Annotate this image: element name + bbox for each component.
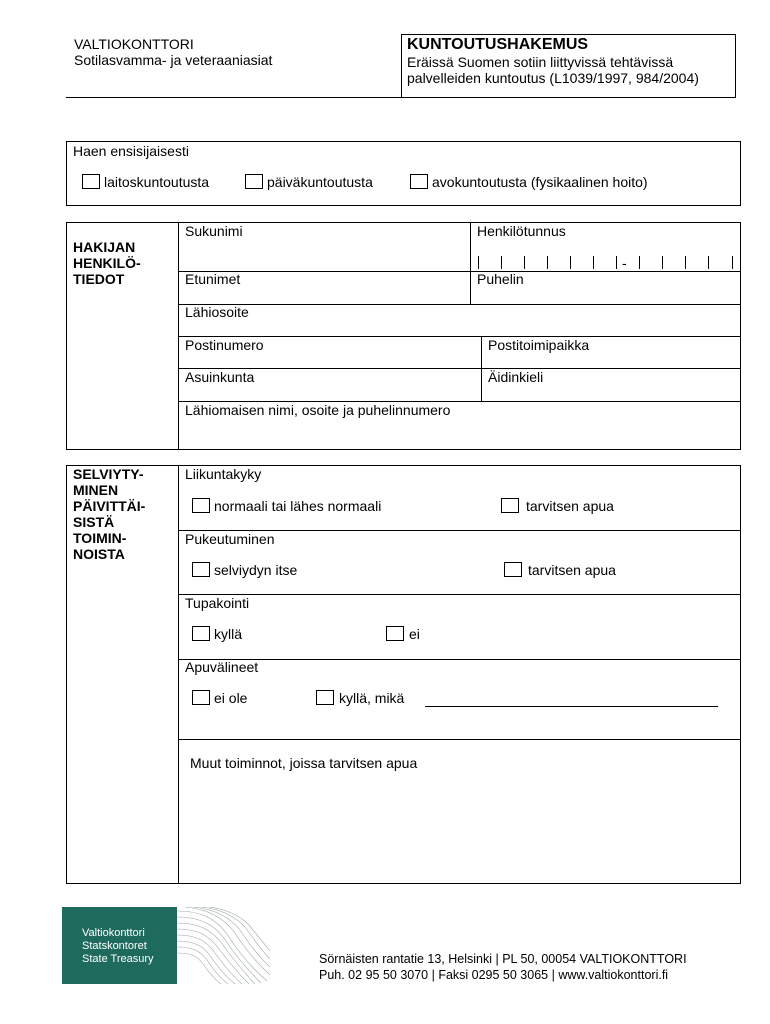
daycare-checkbox[interactable]: [245, 174, 263, 189]
dressing-help-label: tarvitsen apua: [528, 562, 616, 578]
header-rule: [66, 97, 402, 98]
postcode-label: Postinumero: [185, 337, 264, 353]
logo-wave-pattern: [177, 907, 270, 984]
smoking-yes-checkbox[interactable]: [192, 626, 210, 641]
row-rule: [178, 659, 741, 660]
form-subtitle-2: palvelleiden kuntoutus (L1039/1997, 984/2004): [407, 70, 699, 86]
applicant-heading-2: HENKILÖ-: [73, 255, 141, 271]
form-title-box: [401, 34, 736, 98]
daily-heading-4: SISTÄ: [73, 514, 115, 530]
dressing-self-label: selviydyn itse: [214, 562, 298, 578]
smoking-no-label: ei: [409, 626, 420, 642]
dressing-self-checkbox[interactable]: [192, 562, 210, 577]
priority-section: [66, 141, 741, 206]
row-rule: [178, 304, 741, 305]
mobility-normal-checkbox[interactable]: [192, 498, 210, 513]
footer-address: Sörnäisten rantatie 13, Helsinki | PL 50, 00054 VALTIOKONTTORI: [319, 952, 687, 966]
aids-yes-checkbox[interactable]: [316, 690, 334, 705]
surname-label: Sukunimi: [185, 223, 243, 239]
smoking-yes-label: kyllä: [214, 626, 243, 642]
row-rule: [178, 271, 741, 272]
aids-none-label: ei ole: [214, 690, 248, 706]
daily-heading-3: PÄIVITTÄI-: [73, 498, 146, 514]
post-office-label: Postitoimipaikka: [488, 337, 590, 353]
outpatient-checkbox[interactable]: [410, 174, 428, 189]
form-subtitle-1: Eräissä Suomen sotiin liittyvissä tehtävissä: [407, 54, 674, 70]
phone-label: Puhelin: [477, 271, 524, 287]
municipality-label: Asuinkunta: [185, 369, 255, 385]
form-title: KUNTOUTUSHAKEMUS: [407, 36, 589, 53]
org-subtitle: Sotilasvamma- ja veteraaniasiat: [74, 52, 273, 68]
mobility-help-label: tarvitsen apua: [526, 498, 614, 514]
row-rule: [178, 368, 741, 369]
logo-text-2: Statskontoret: [82, 940, 147, 952]
daily-heading-1: SELVIYTY-: [73, 466, 144, 482]
daily-heading-6: NOISTA: [73, 546, 125, 562]
mobility-normal-label: normaali tai lähes normaali: [214, 498, 382, 514]
ssn-dash: -: [622, 255, 627, 271]
inpatient-checkbox[interactable]: [82, 174, 100, 189]
aids-description-line[interactable]: [425, 706, 718, 707]
mobility-label: Liikuntakyky: [185, 466, 262, 482]
row-rule: [178, 739, 741, 740]
street-address-label: Lähiosoite: [185, 304, 249, 320]
aids-yes-label: kyllä, mikä: [339, 690, 405, 706]
dressing-label: Pukeutuminen: [185, 531, 275, 547]
inpatient-label: laitoskuntoutusta: [104, 174, 210, 190]
mobility-help-checkbox[interactable]: [501, 498, 519, 513]
ssn-input[interactable]: [471, 255, 741, 271]
row-rule: [178, 594, 741, 595]
org-name: VALTIOKONTTORI: [74, 36, 194, 52]
other-activities-label: Muut toiminnot, joissa tarvitsen apua: [190, 755, 418, 771]
aids-none-checkbox[interactable]: [192, 690, 210, 705]
aids-label: Apuvälineet: [185, 659, 259, 675]
smoking-no-checkbox[interactable]: [386, 626, 404, 641]
other-activities-field[interactable]: [179, 775, 739, 881]
ssn-label: Henkilötunnus: [477, 223, 566, 239]
logo-block: [62, 907, 177, 984]
state-treasury-logo: [62, 907, 270, 984]
applicant-heading-1: HAKIJAN: [73, 239, 136, 255]
daycare-label: päiväkuntoutusta: [267, 174, 373, 190]
daily-heading-5: TOIMIN-: [73, 530, 127, 546]
priority-title: Haen ensisijaisesti: [73, 143, 189, 159]
daily-heading-2: MINEN: [73, 482, 119, 498]
relative-label: Lähiomaisen nimi, osoite ja puhelinnumero: [185, 402, 451, 418]
footer-contact: Puh. 02 95 50 3070 | Faksi 0295 50 3065 | www.valtiokonttori.fi: [319, 968, 669, 982]
first-names-label: Etunimet: [185, 271, 241, 287]
logo-text-3: State Treasury: [82, 953, 154, 965]
mother-tongue-label: Äidinkieli: [488, 369, 544, 385]
dressing-help-checkbox[interactable]: [504, 562, 522, 577]
logo-text-1: Valtiokonttori: [82, 927, 145, 939]
outpatient-label: avokuntoutusta (fysikaalinen hoito): [432, 174, 648, 190]
smoking-label: Tupakointi: [185, 595, 250, 611]
applicant-heading-3: TIEDOT: [73, 271, 125, 287]
